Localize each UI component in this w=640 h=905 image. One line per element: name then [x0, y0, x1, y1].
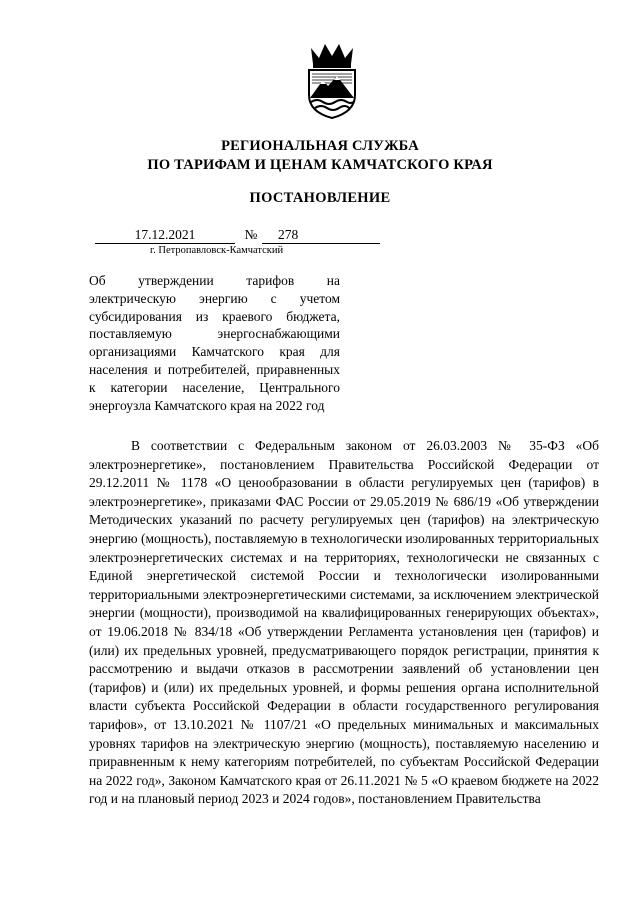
document-subject: Об утверждении тарифов на электрическую энергию с учетом субсидирования из краевого бюджета, поставляемую энергоснабжающими организациями Камчатского края для населения и потребителей, приравненных к категории население, Центрального энергоузла Камчатского края на 2022 год [89, 273, 340, 413]
document-number: 278 [262, 227, 380, 244]
number-sign: № [244, 227, 258, 242]
document-date: 17.12.2021 [95, 227, 235, 244]
kamchatka-coat-of-arms-icon [297, 40, 367, 120]
document-type: ПОСТАНОВЛЕНИЕ [249, 190, 391, 206]
organization-name-line1: РЕГИОНАЛЬНАЯ СЛУЖБА [221, 138, 419, 154]
organization-name-line2: ПО ТАРИФАМ И ЦЕНАМ КАМЧАТСКОГО КРАЯ [147, 157, 493, 173]
body-paragraph: В соответствии с Федеральным законом от 26.03.2003 № 35-ФЗ «Об электроэнергетике», постановлением Правительства Российской Федерации от 29.12.2011 № 1178 «О ценообразовании в области регулируемых цен (тарифов) в электроэнергетике», приказами ФАС России от 29.05.2019 № 686/19 «Об утверждении Методических указаний по расчету регулируемых цен (тарифов) на электрическую энергию (мощность), поставляемую в технологически изолированных территориальных электроэнергетических системах и на территориях, технологически не связанных с Единой энергетической системой России и технологически изолированными территориальными электроэнергетическими системами, за исключением электрической энергии (мощности), производимой на квалифицированных генерирующих объектах», от 19.06.2018 № 834/18 «Об утверждении Регламента установления цен (тарифов) и (или) их предельных уровней, предусматривающего порядок регистрации, принятия к рассмотрению и выдачи отказов в рассмотрении заявлений об установлении цен (тарифов) и (или) их предельных уровней, и формы решения органа исполнительной власти субъекта Российской Федерации в области государственного регулирования тарифов», от 13.10.2021 № 1107/21 «О предельных минимальных и максимальных уровнях тарифов на электрическую энергию (мощность), поставляемую населению и приравненным к нему категориям потребителей, по субъектам Российской Федерации на 2022 год», Законом Камчатского края от 26.11.2021 № 5 «О краевом бюджете на 2022 год и на плановый период 2023 и 2024 годов», постановлением Правительства [89, 438, 600, 807]
issue-city: г. Петропавловск-Камчатский [150, 245, 284, 256]
